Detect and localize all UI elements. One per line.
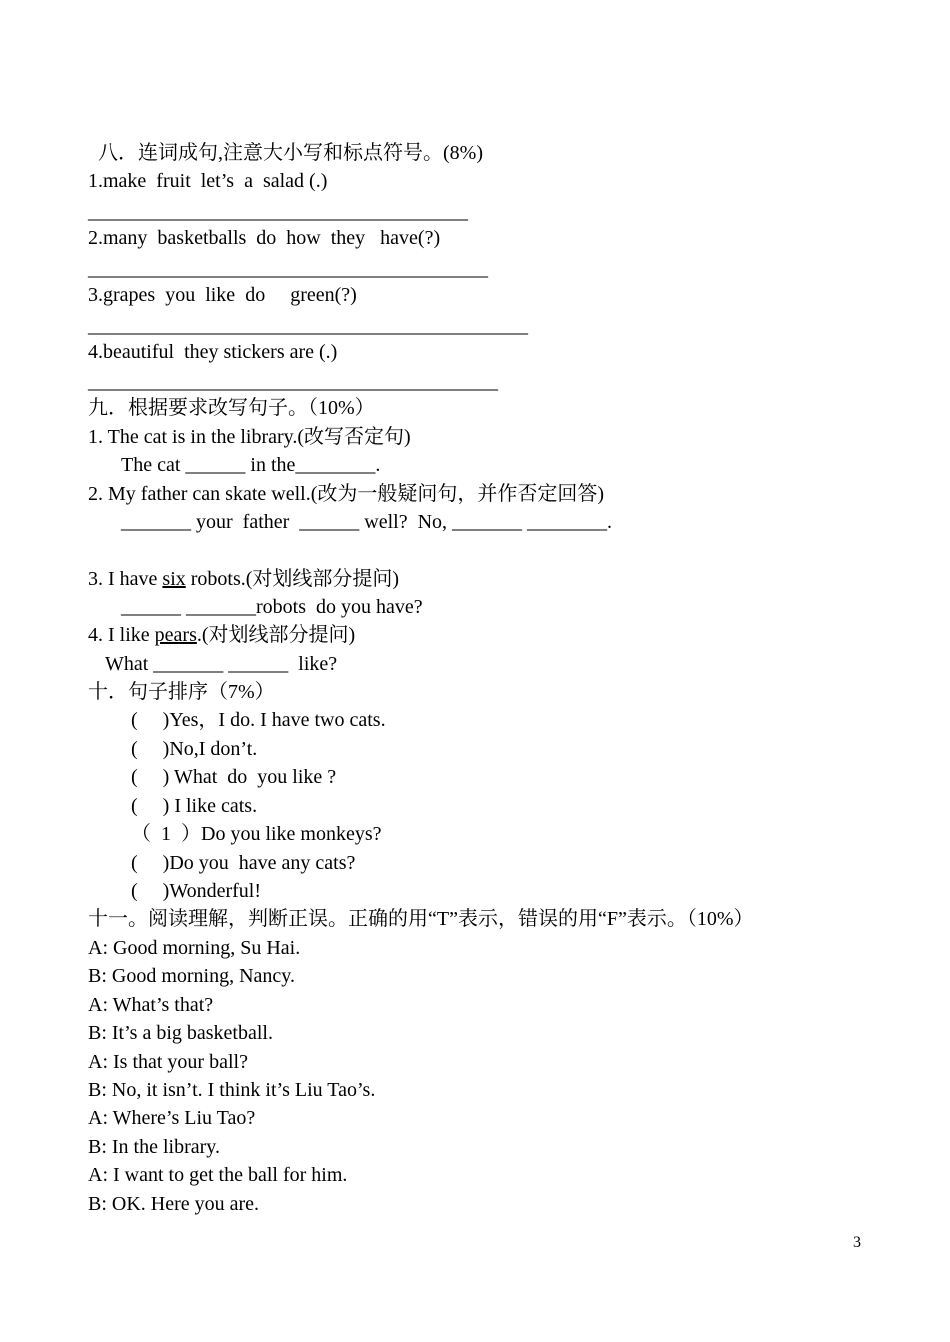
s9-q3-suffix: robots.(对划线部分提问) <box>185 568 400 590</box>
s10-item[interactable]: ( )Yes，I do. I have two cats. <box>131 709 386 731</box>
s8-question-3: 3.grapes you like do green(?) <box>88 284 357 306</box>
s9-answer-4[interactable]: What _______ ______ like? <box>105 653 338 675</box>
dialogue-line: B: OK. Here you are. <box>88 1193 260 1215</box>
s9-question-1: 1. The cat is in the library.(改写否定句) <box>88 426 411 448</box>
section-11-title: 十一。阅读理解，判断正误。正确的用“T”表示，错误的用“F”表示。（10%） <box>88 908 754 930</box>
s9-answer-2[interactable]: _______ your father ______ well? No, _______ ________. <box>121 511 613 533</box>
s10-item[interactable]: （ 1 ）Do you like monkeys? <box>131 823 382 845</box>
dialogue-line: A: What’s that? <box>88 994 214 1016</box>
s9-q3-underlined: six <box>162 568 186 590</box>
s9-q4-underlined: pears <box>154 624 197 646</box>
dialogue-line: A: Is that your ball? <box>88 1051 248 1073</box>
dialogue-line: A: I want to get the ball for him. <box>88 1164 348 1186</box>
s10-item[interactable]: ( )Wonderful! <box>131 880 262 902</box>
s9-question-4 <box>88 623 355 647</box>
dialogue-line: A: Where’s Liu Tao? <box>88 1107 256 1129</box>
dialogue-line: B: In the library. <box>88 1136 221 1158</box>
s10-item[interactable]: ( )No,I don’t. <box>131 738 258 760</box>
s9-question-2: 2. My father can skate well.(改为一般疑问句，并作否定回答) <box>88 483 605 505</box>
s10-item[interactable]: ( ) What do you like ? <box>131 766 337 788</box>
s9-answer-3[interactable]: ______ _______robots do you have? <box>121 596 423 618</box>
s8-answer-line-2[interactable]: ________________________________________ <box>88 258 488 280</box>
section-10-title: 十．句子排序（7%） <box>88 681 275 703</box>
s9-q3-prefix: 3. I have <box>88 568 163 590</box>
s10-item[interactable]: ( )Do you have any cats? <box>131 852 356 874</box>
dialogue-line: B: No, it isn’t. I think it’s Liu Tao’s. <box>88 1079 376 1101</box>
s9-q4-prefix: 4. I like <box>88 624 155 646</box>
dialogue-line: A: Good morning, Su Hai. <box>88 937 301 959</box>
s8-answer-line-4[interactable]: _________________________________________ <box>88 371 498 393</box>
section-9-title: 九．根据要求改写句子。（10%） <box>88 397 375 419</box>
s9-answer-1[interactable]: The cat ______ in the________. <box>121 454 381 476</box>
s9-question-3 <box>88 567 399 591</box>
s10-item[interactable]: ( ) I like cats. <box>131 795 258 817</box>
s8-answer-line-3[interactable]: ____________________________________________ <box>88 315 528 337</box>
s8-question-2: 2.many basketballs do how they have(?) <box>88 227 441 249</box>
page-number: 3 <box>853 1234 861 1251</box>
dialogue-line: B: It’s a big basketball. <box>88 1022 273 1044</box>
s8-question-4: 4.beautiful they stickers are (.) <box>88 341 338 363</box>
dialogue-line: B: Good morning, Nancy. <box>88 965 296 987</box>
s9-q4-suffix: .(对划线部分提问) <box>196 624 356 646</box>
section-8-title: 八．连词成句,注意大小写和标点符号。(8%) <box>88 142 483 164</box>
s8-answer-line-1[interactable]: ______________________________________ <box>88 201 468 223</box>
s8-question-1: 1.make fruit let’s a salad (.) <box>88 170 328 192</box>
